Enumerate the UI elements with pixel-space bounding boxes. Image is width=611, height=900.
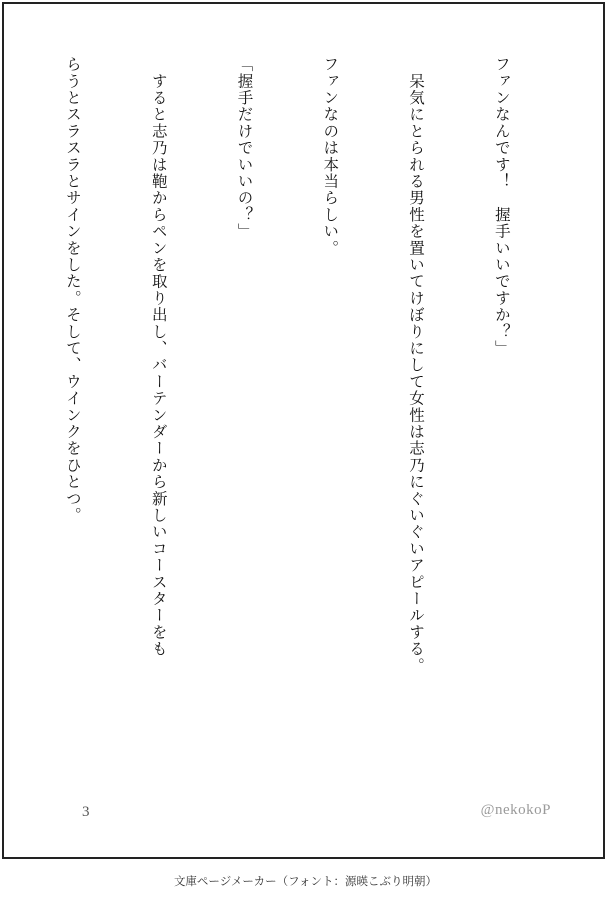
- page-frame: [2, 2, 605, 859]
- page-number: 3: [82, 804, 90, 820]
- author-credit: @nekokoP: [480, 802, 551, 818]
- text-line: らうとスラスラとサインをした。そして、ウインクをひとつ。: [63, 56, 82, 524]
- text-line: 呆気にとられる男性を置いてけぼりにして女性は志乃にぐいぐいアピールする。: [407, 56, 426, 674]
- footer-caption: 文庫ページメーカー（フォント：源暎こぶり明朝）: [173, 874, 438, 888]
- text-line: ファンなんです！ 握手いいですか？」: [492, 56, 511, 357]
- body-text: [0, 56, 573, 776]
- text-line: [0, 56, 1, 776]
- text-line: すると志乃は鞄からペンを取り出し、バーテンダーから新しいコースターをも: [149, 56, 168, 658]
- text-line: 「握手だけでいいの？」: [235, 56, 254, 240]
- text-line: ファンなのは本当らしい。: [321, 56, 340, 257]
